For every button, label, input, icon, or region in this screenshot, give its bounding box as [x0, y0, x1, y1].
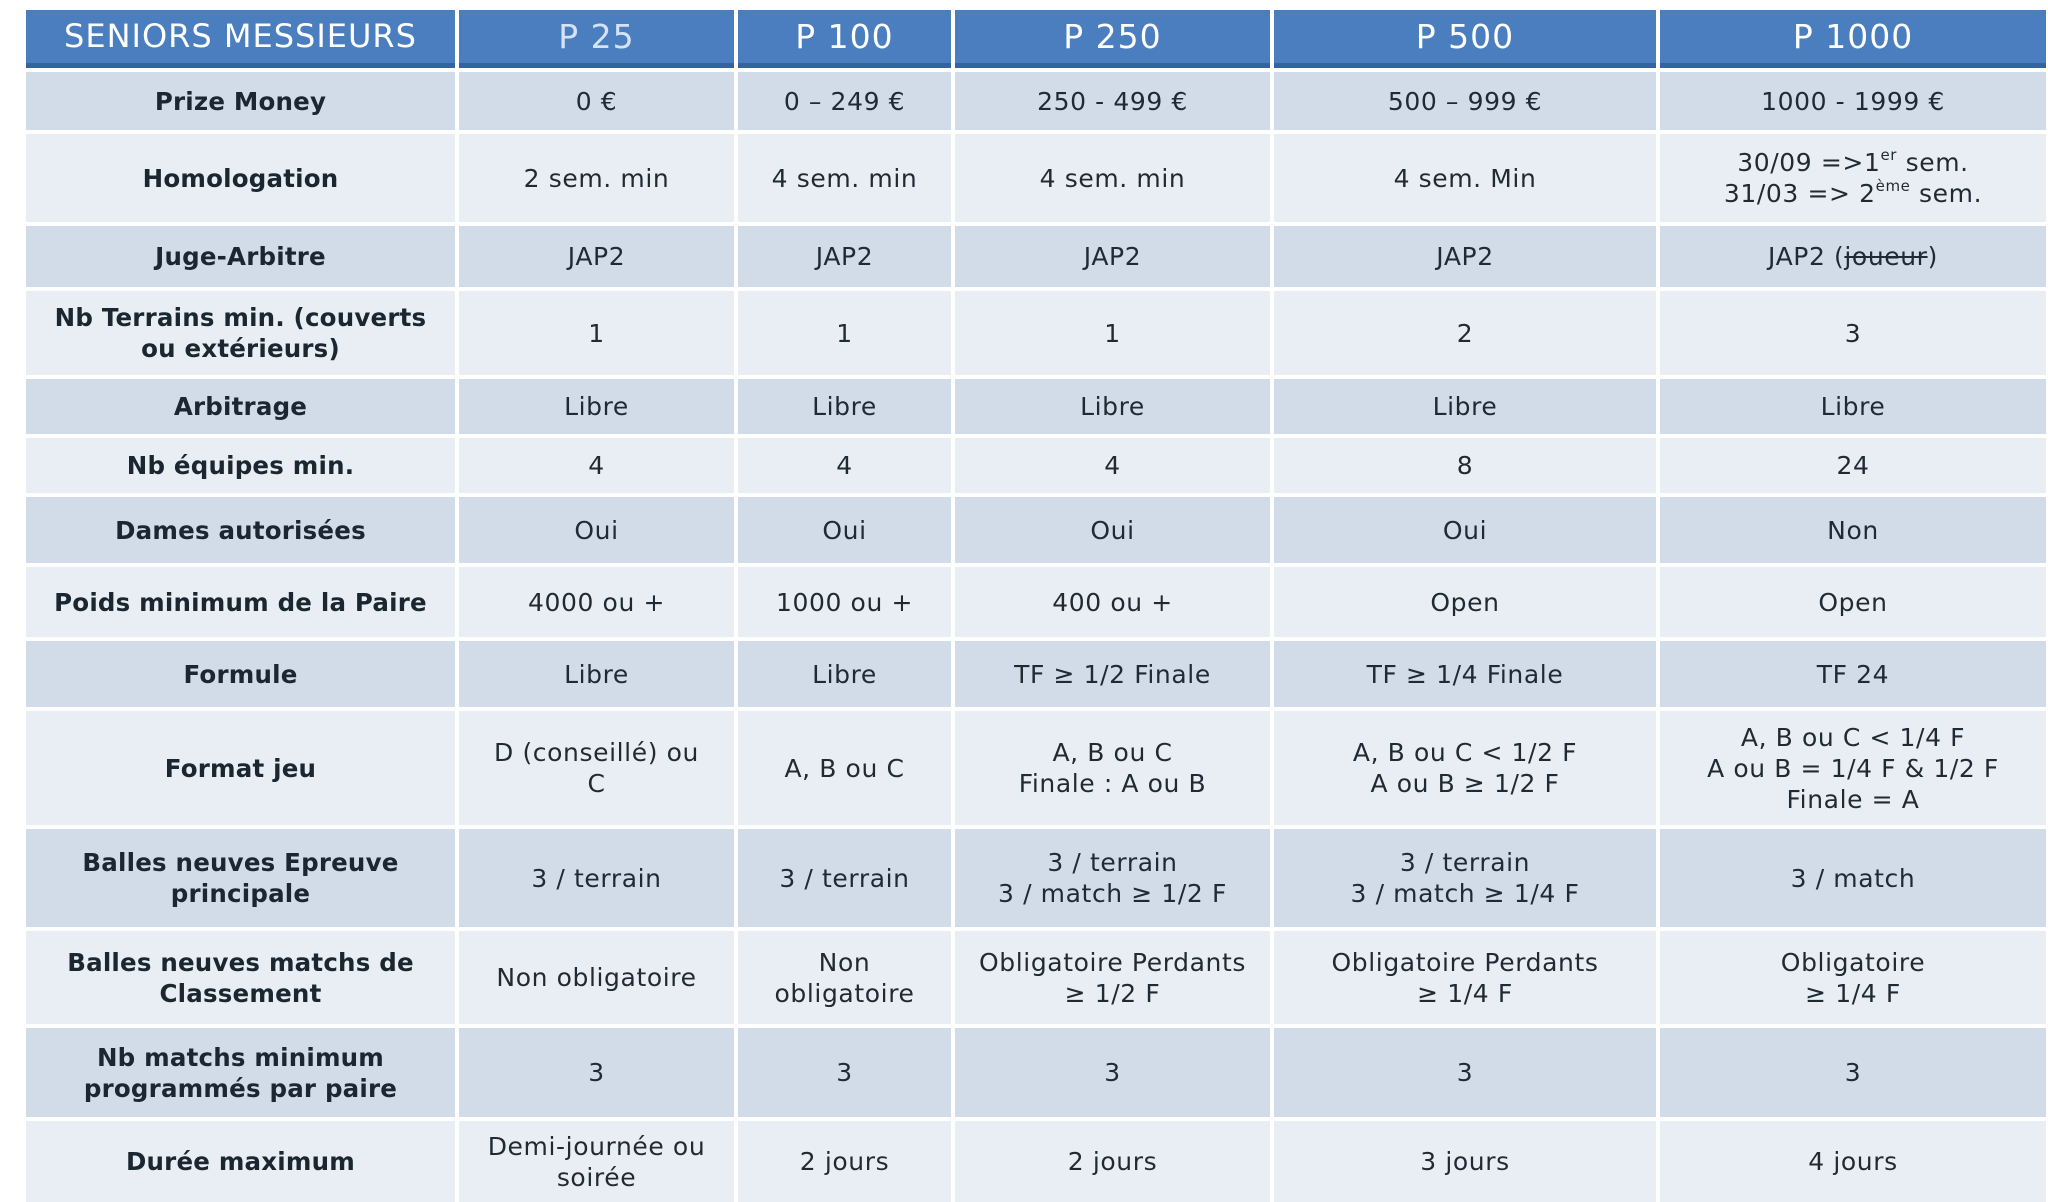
table-cell: D (conseillé) ou C: [459, 711, 734, 825]
table-cell: Obligatoire Perdants ≥ 1/4 F: [1274, 931, 1656, 1024]
row-label-nb-matchs: Nb matchs minimum programmés par paire: [26, 1028, 455, 1117]
row-label-arbitrage: Arbitrage: [26, 379, 455, 434]
table-cell: 400 ou +: [955, 567, 1270, 637]
table-cell: 3 / match: [1660, 829, 2046, 927]
table-cell: Libre: [738, 379, 951, 434]
table-cell: 4 sem. Min: [1274, 134, 1656, 222]
row-label-dames-autorisees: Dames autorisées: [26, 497, 455, 563]
table-cell: 4 jours: [1660, 1121, 2046, 1202]
table-cell: 8: [1274, 438, 1656, 493]
table-cell: Obligatoire ≥ 1/4 F: [1660, 931, 2046, 1024]
table-cell: 4: [955, 438, 1270, 493]
row-label-format-jeu: Format jeu: [26, 711, 455, 825]
table-cell: 1: [459, 291, 734, 375]
column-header-p250: P 250: [955, 10, 1270, 68]
tournament-category-table: [26, 10, 2038, 1202]
column-header-p1000: P 1000: [1660, 10, 2046, 68]
table-cell: 3 jours: [1274, 1121, 1656, 1202]
table-cell: Libre: [738, 641, 951, 707]
table-cell: 3 / terrain 3 / match ≥ 1/4 F: [1274, 829, 1656, 927]
table-cell: Obligatoire Perdants ≥ 1/2 F: [955, 931, 1270, 1024]
table-cell: JAP2: [459, 226, 734, 287]
table-cell: Libre: [459, 379, 734, 434]
table-cell: 24: [1660, 438, 2046, 493]
table-cell: A, B ou C < 1/4 F A ou B = 1/4 F & 1/2 F Finale = A: [1660, 711, 2046, 825]
row-label-duree-maximum: Durée maximum: [26, 1121, 455, 1202]
table-cell: 3: [738, 1028, 951, 1117]
table-cell: 3: [1660, 1028, 2046, 1117]
table-cell: 4: [738, 438, 951, 493]
row-label-prize-money: Prize Money: [26, 72, 455, 130]
table-cell: TF ≥ 1/4 Finale: [1274, 641, 1656, 707]
table-cell: 3: [1660, 291, 2046, 375]
table-cell: JAP2: [738, 226, 951, 287]
table-cell: 0 – 249 €: [738, 72, 951, 130]
table-cell: JAP2: [955, 226, 1270, 287]
row-label-nb-terrains: Nb Terrains min. (couverts ou extérieurs): [26, 291, 455, 375]
table-cell: Oui: [955, 497, 1270, 563]
table-cell: 1: [738, 291, 951, 375]
table-cell: 3 / terrain: [459, 829, 734, 927]
table-cell: 2 sem. min: [459, 134, 734, 222]
table-title: SENIORS MESSIEURS: [26, 10, 455, 68]
column-header-p100: P 100: [738, 10, 951, 68]
row-label-formule: Formule: [26, 641, 455, 707]
table-cell: A, B ou C < 1/2 F A ou B ≥ 1/2 F: [1274, 711, 1656, 825]
table-cell: JAP2: [1274, 226, 1656, 287]
table-cell: Libre: [459, 641, 734, 707]
column-header-p500: P 500: [1274, 10, 1656, 68]
table-cell: Open: [1660, 567, 2046, 637]
table-cell: 1000 - 1999 €: [1660, 72, 2046, 130]
table-cell: 2 jours: [955, 1121, 1270, 1202]
row-label-nb-equipes: Nb équipes min.: [26, 438, 455, 493]
table-cell-juge-arbitre-p1000: JAP2 ( joueur ): [1660, 226, 2046, 287]
row-label-juge-arbitre: Juge-Arbitre: [26, 226, 455, 287]
table-cell: Oui: [1274, 497, 1656, 563]
table-cell: 3 / terrain 3 / match ≥ 1/2 F: [955, 829, 1270, 927]
table-cell: 3 / terrain: [738, 829, 951, 927]
table-cell: Demi-journée ou soirée: [459, 1121, 734, 1202]
table-cell: 3: [459, 1028, 734, 1117]
table-cell: 1: [955, 291, 1270, 375]
homologation-line-2: 31/03 => 2ème sem.: [1723, 177, 1983, 208]
table-cell: A, B ou C: [738, 711, 951, 825]
row-label-balles-classement: Balles neuves matchs de Classement: [26, 931, 455, 1024]
column-header-p25: P 25: [459, 10, 734, 68]
table-cell: TF ≥ 1/2 Finale: [955, 641, 1270, 707]
table-cell: Libre: [1660, 379, 2046, 434]
row-label-poids-minimum: Poids minimum de la Paire: [26, 567, 455, 637]
table-cell-homologation-p1000: [1660, 134, 2046, 222]
table-cell: 3: [1274, 1028, 1656, 1117]
table-cell: Oui: [459, 497, 734, 563]
table-cell: Libre: [1274, 379, 1656, 434]
table-cell: 0 €: [459, 72, 734, 130]
table-cell: Libre: [955, 379, 1270, 434]
table-cell: 4 sem. min: [955, 134, 1270, 222]
table-cell: 1000 ou +: [738, 567, 951, 637]
table-cell: Non obligatoire: [738, 931, 951, 1024]
table-cell: 2: [1274, 291, 1656, 375]
table-cell: Non obligatoire: [459, 931, 734, 1024]
homologation-line-1: 30/09 =>1er sem.: [1737, 146, 1969, 177]
table-cell: A, B ou C Finale : A ou B: [955, 711, 1270, 825]
struck-text: joueur: [1844, 242, 1928, 271]
table-cell: Open: [1274, 567, 1656, 637]
table-cell: 3: [955, 1028, 1270, 1117]
row-label-homologation: Homologation: [26, 134, 455, 222]
table-cell: 4000 ou +: [459, 567, 734, 637]
table-cell: 250 - 499 €: [955, 72, 1270, 130]
table-cell: Non: [1660, 497, 2046, 563]
row-label-balles-epreuve: Balles neuves Epreuve principale: [26, 829, 455, 927]
table-cell: 4 sem. min: [738, 134, 951, 222]
table-cell: Oui: [738, 497, 951, 563]
table-cell: TF 24: [1660, 641, 2046, 707]
table-cell: 2 jours: [738, 1121, 951, 1202]
table-cell: 4: [459, 438, 734, 493]
table-cell: 500 – 999 €: [1274, 72, 1656, 130]
